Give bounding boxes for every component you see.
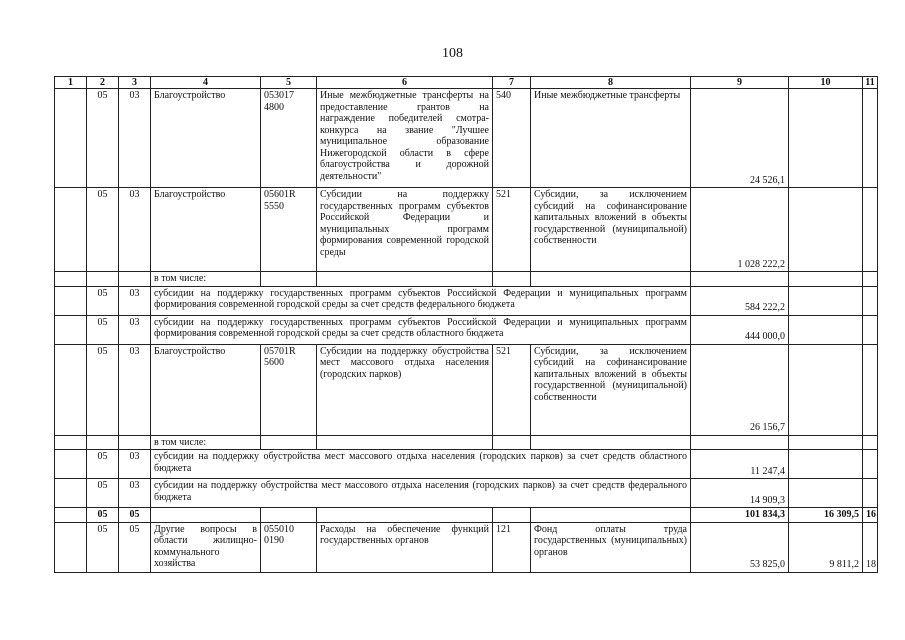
table-row (55, 435, 878, 450)
subsection-code: 03 (119, 344, 151, 435)
header-cell: 5 (261, 77, 317, 89)
header-row (55, 77, 878, 89)
section-code: 05 (87, 508, 119, 523)
section-code: 05 (87, 344, 119, 435)
section-code: 05 (87, 522, 119, 572)
subtotal-row (55, 508, 878, 523)
amount: 24 526,1 (691, 89, 789, 188)
expense-type-code: 121 (493, 522, 531, 572)
amount-3 (863, 344, 878, 435)
amount: 1 028 222,2 (691, 188, 789, 272)
subsidy-description: субсидии на поддержку государственных программ субъектов Российской Федерации и муниципальных программ формирования современной городской среды за счет средств областного бюджета (151, 315, 691, 344)
amount-3 (863, 188, 878, 272)
amount-3: 16 (863, 508, 878, 523)
table-row (55, 344, 878, 435)
section-code: 05 (87, 188, 119, 272)
including-label: в том числе: (151, 272, 261, 287)
target-article: 05601R 5550 (261, 188, 317, 272)
section-name: Благоустройство (151, 344, 261, 435)
section-code: 05 (87, 315, 119, 344)
header-cell: 2 (87, 77, 119, 89)
subsection-code: 03 (119, 89, 151, 188)
section-code: 05 (87, 479, 119, 508)
article-name: Расходы на обеспечение функций государственных органов (317, 522, 493, 572)
header-cell: 3 (119, 77, 151, 89)
section-code: 05 (87, 286, 119, 315)
article-name: Иные межбюджетные трансферты на предоставление грантов на награждение победителей смотра-конкурса на звание "Лучшее муниципальное образование Нижегородской области в сфере благоустройства и дорожной деятельности" (317, 89, 493, 188)
subsection-code: 03 (119, 450, 151, 479)
header-cell: 4 (151, 77, 261, 89)
target-article: 055010 0190 (261, 522, 317, 572)
expense-type-code: 521 (493, 344, 531, 435)
table-row (55, 450, 878, 479)
including-label: в том числе: (151, 435, 261, 450)
amount-2 (789, 89, 863, 188)
page-number: 108 (442, 46, 463, 61)
amount: 444 000,0 (691, 315, 789, 344)
amount: 584 222,2 (691, 286, 789, 315)
target-article: 053017 4800 (261, 89, 317, 188)
amount: 14 909,3 (691, 479, 789, 508)
subsection-code: 05 (119, 508, 151, 523)
section-name: Другие вопросы в области жилищно-коммунального хозяйства (151, 522, 261, 572)
amount: 53 825,0 (691, 522, 789, 572)
table-row (55, 522, 878, 572)
header-cell: 1 (55, 77, 87, 89)
subsidy-description: субсидии на поддержку государственных программ субъектов Российской Федерации и муниципальных программ формирования современной городской среды за счет средств федерального бюджета (151, 286, 691, 315)
expense-type-code: 521 (493, 188, 531, 272)
subsidy-description: субсидии на поддержку обустройства мест массового отдыха населения (городских парков) за счет средств областного бюджета (151, 450, 691, 479)
subsection-code: 03 (119, 188, 151, 272)
amount-2: 16 309,5 (789, 508, 863, 523)
budget-table (54, 76, 878, 573)
table-row (55, 286, 878, 315)
expense-type-code: 540 (493, 89, 531, 188)
amount: 11 247,4 (691, 450, 789, 479)
expense-type-name: Субсидии, за исключением субсидий на софинансирование капитальных вложений в объекты государственной (муниципальной) собственности (531, 344, 691, 435)
header-cell: 7 (493, 77, 531, 89)
amount-2: 9 811,2 (789, 522, 863, 572)
amount-3 (863, 89, 878, 188)
expense-type-name: Субсидии, за исключением субсидий на софинансирование капитальных вложений в объекты государственной (муниципальной) собственности (531, 188, 691, 272)
table-row (55, 89, 878, 188)
header-cell: 8 (531, 77, 691, 89)
section-name: Благоустройство (151, 188, 261, 272)
header-cell: 10 (789, 77, 863, 89)
subsection-code: 03 (119, 286, 151, 315)
article-name: Субсидии на поддержку обустройства мест массового отдыха населения (городских парков) (317, 344, 493, 435)
amount: 26 156,7 (691, 344, 789, 435)
table-row (55, 315, 878, 344)
table-row (55, 479, 878, 508)
expense-type-name: Фонд оплаты труда государственных (муниципальных) органов (531, 522, 691, 572)
expense-type-name: Иные межбюджетные трансферты (531, 89, 691, 188)
section-name: Благоустройство (151, 89, 261, 188)
article-name: Субсидии на поддержку государственных программ субъектов Российской Федерации и муниципальных программ формирования современной городской среды (317, 188, 493, 272)
table-row (55, 188, 878, 272)
section-code: 05 (87, 450, 119, 479)
subsection-code: 03 (119, 479, 151, 508)
target-article: 05701R 5600 (261, 344, 317, 435)
amount-2 (789, 344, 863, 435)
amount-3: 18 (863, 522, 878, 572)
subsection-code: 05 (119, 522, 151, 572)
table-row (55, 272, 878, 287)
amount-2 (789, 188, 863, 272)
subsection-code: 03 (119, 315, 151, 344)
budget-table-wrapper (54, 76, 878, 573)
header-cell: 11 (863, 77, 878, 89)
amount: 101 834,3 (691, 508, 789, 523)
header-cell: 9 (691, 77, 789, 89)
header-cell: 6 (317, 77, 493, 89)
subsidy-description: субсидии на поддержку обустройства мест массового отдыха населения (городских парков) за счет средств федерального бюджета (151, 479, 691, 508)
section-code: 05 (87, 89, 119, 188)
